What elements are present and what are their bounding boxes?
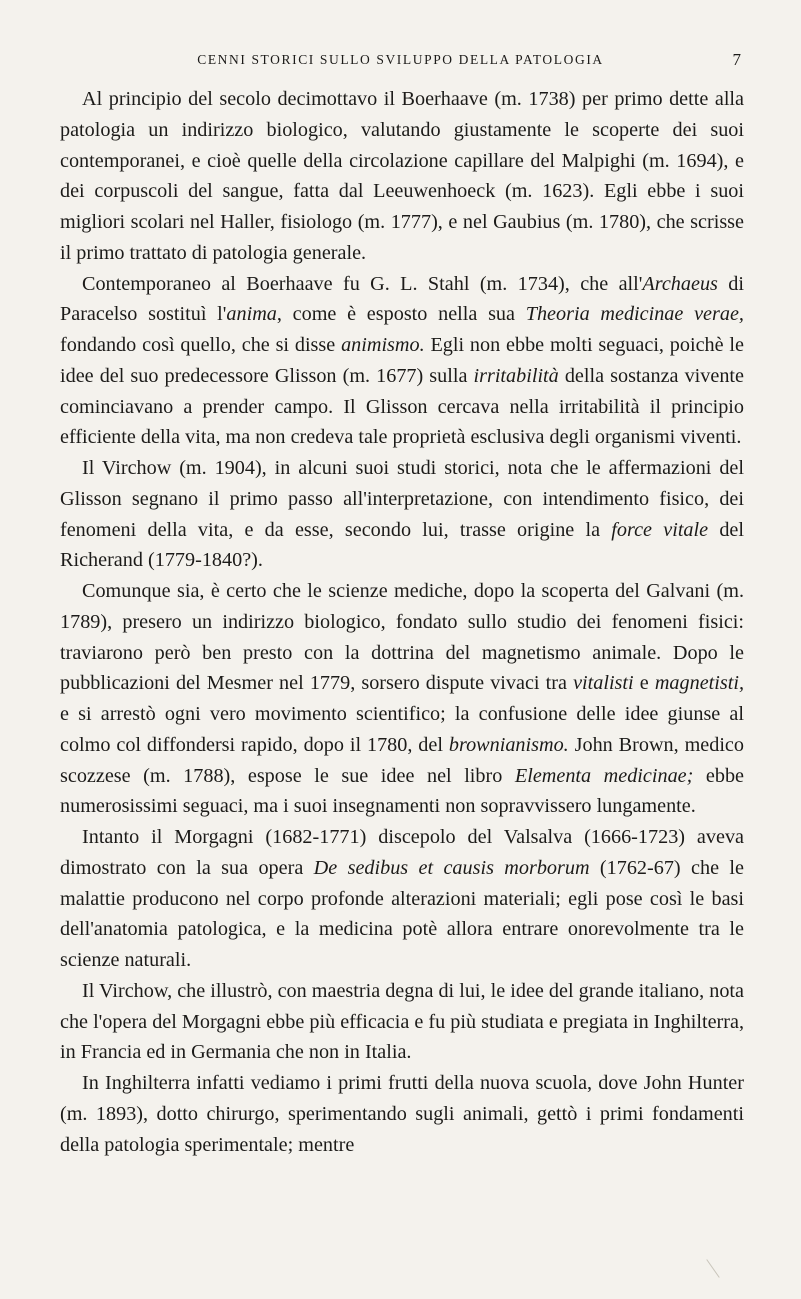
page-number: 7 — [732, 50, 741, 69]
italic-text: brownianismo. — [448, 733, 569, 756]
paragraph — [60, 84, 744, 269]
italic-text: vitalisti — [573, 672, 634, 695]
text-run: della sostanza vivente cominciavano a prender campo. Il Glisson cercava nella irritabilità il principio efficiente della vita, ma non credeva tale proprietà esclusiva degli organismi viventi. — [60, 364, 745, 449]
text-run: , come è esposto nella sua — [276, 303, 526, 326]
text-run: In Inghilterra infatti vediamo i primi frutti della nuova scuola, dove John Hunter (m. 1893), dotto chirurgo, sperimentando sugli animali, gettò i primi fondamenti della patologia sperimentale; mentre — [60, 1072, 744, 1156]
italic-text: Elementa medicinae; — [514, 764, 694, 787]
paragraph — [60, 976, 744, 1068]
text-run: Al principio del secolo decimottavo il Boerhaave (m. 1738) per primo dette alla patologia un indirizzo biologico, valutando giustamente le scoperte dei suoi contemporanei, e cioè quelle della circolazione capillare del Malpighi (m. 1694), e dei corpuscoli del sangue, fatta dal Leeuwenhoeck (m. 1623). Egli ebbe i suoi migliori scolari nel Haller, fisiologo (m. 1777), e nel Gaubius (m. 1780), che scrisse il primo trattato di patologia generale. — [60, 88, 744, 264]
text-run: Egli non ebbe molti seguaci, poichè le idee del suo predecessore Glisson (m. 1677) sulla — [60, 334, 744, 387]
text-run: John Brown, medico scozzese (m. 1788), espose le sue idee nel libro — [60, 733, 744, 787]
text-run: fondando così quello, che si disse — [60, 334, 342, 356]
paragraph — [60, 1068, 744, 1160]
italic-text: irritabilità — [473, 364, 559, 387]
italic-text: De sedibus et causis morborum — [313, 856, 590, 879]
paragraph — [60, 576, 744, 822]
text-run: del Richerand (1779-1840?). — [60, 518, 744, 572]
text-run: di Paracelso sostituì l' — [60, 272, 744, 326]
text-run: Contemporaneo al Boerhaave fu G. L. Stahl (m. 1734), che all' — [82, 272, 643, 295]
paragraph — [60, 453, 744, 576]
italic-text: animismo. — [341, 334, 425, 356]
italic-text: Theoria medicinae verae, — [525, 303, 744, 326]
italic-text: force vitale — [611, 518, 709, 541]
text-run: Intanto il Morgagni (1682-1771) discepolo del Valsalva (1666-1723) aveva dimostrato con la sua opera — [60, 826, 744, 879]
paragraph — [60, 269, 744, 454]
text-run: Il Virchow, che illustrò, con maestria degna di lui, le idee del grande italiano, nota che l'opera del Morgagni ebbe più efficacia e fu più studiata e pregiata in Inghilterra, in Francia ed in Germania che non in Italia. — [60, 979, 744, 1064]
text-run: e si arrestò ogni vero movimento scientifico; la confusione delle idee giunse al colmo col diffondersi rapido, dopo il 1780, del — [60, 703, 744, 756]
text-run: Comunque sia, è certo che le scienze mediche, dopo la scoperta del Galvani (m. 1789), presero un indirizzo biologico, fondato sullo studio dei fenomeni fisici: traviarono però ben presto con la dottrina del magnetismo animale. Dopo le pubblicazioni del Mesmer nel 1779, sorsero dispute vivaci tra — [60, 580, 744, 695]
scan-mark — [706, 1259, 719, 1278]
paragraph — [60, 822, 744, 976]
body-text — [60, 84, 744, 1160]
text-run: e — [633, 672, 655, 695]
italic-text: Archaeus — [642, 272, 718, 295]
text-run: (1762-67) che le malattie producono nel corpo profonde alterazioni materiali; egli pose così le basi dell'anatomia patologica, e la medicina potè allora entrare onorevolmente tra le scienze naturali. — [60, 856, 744, 971]
text-run: ebbe numerosissimi seguaci, ma i suoi insegnamenti non sopravvissero lungamente. — [60, 764, 744, 818]
italic-text: anima — [226, 303, 277, 326]
running-title: CENNI STORICI SULLO SVILUPPO DELLA PATOLOGIA — [197, 52, 604, 67]
italic-text: magnetisti, — [654, 672, 744, 695]
text-run: Il Virchow (m. 1904), in alcuni suoi studi storici, nota che le affermazioni del Glisson segnano il primo passo all'interpretazione, con intendimento fisico, dei fenomeni della vita, e da esse, secondo lui, trasse origine la — [60, 457, 744, 541]
running-head — [60, 52, 741, 78]
